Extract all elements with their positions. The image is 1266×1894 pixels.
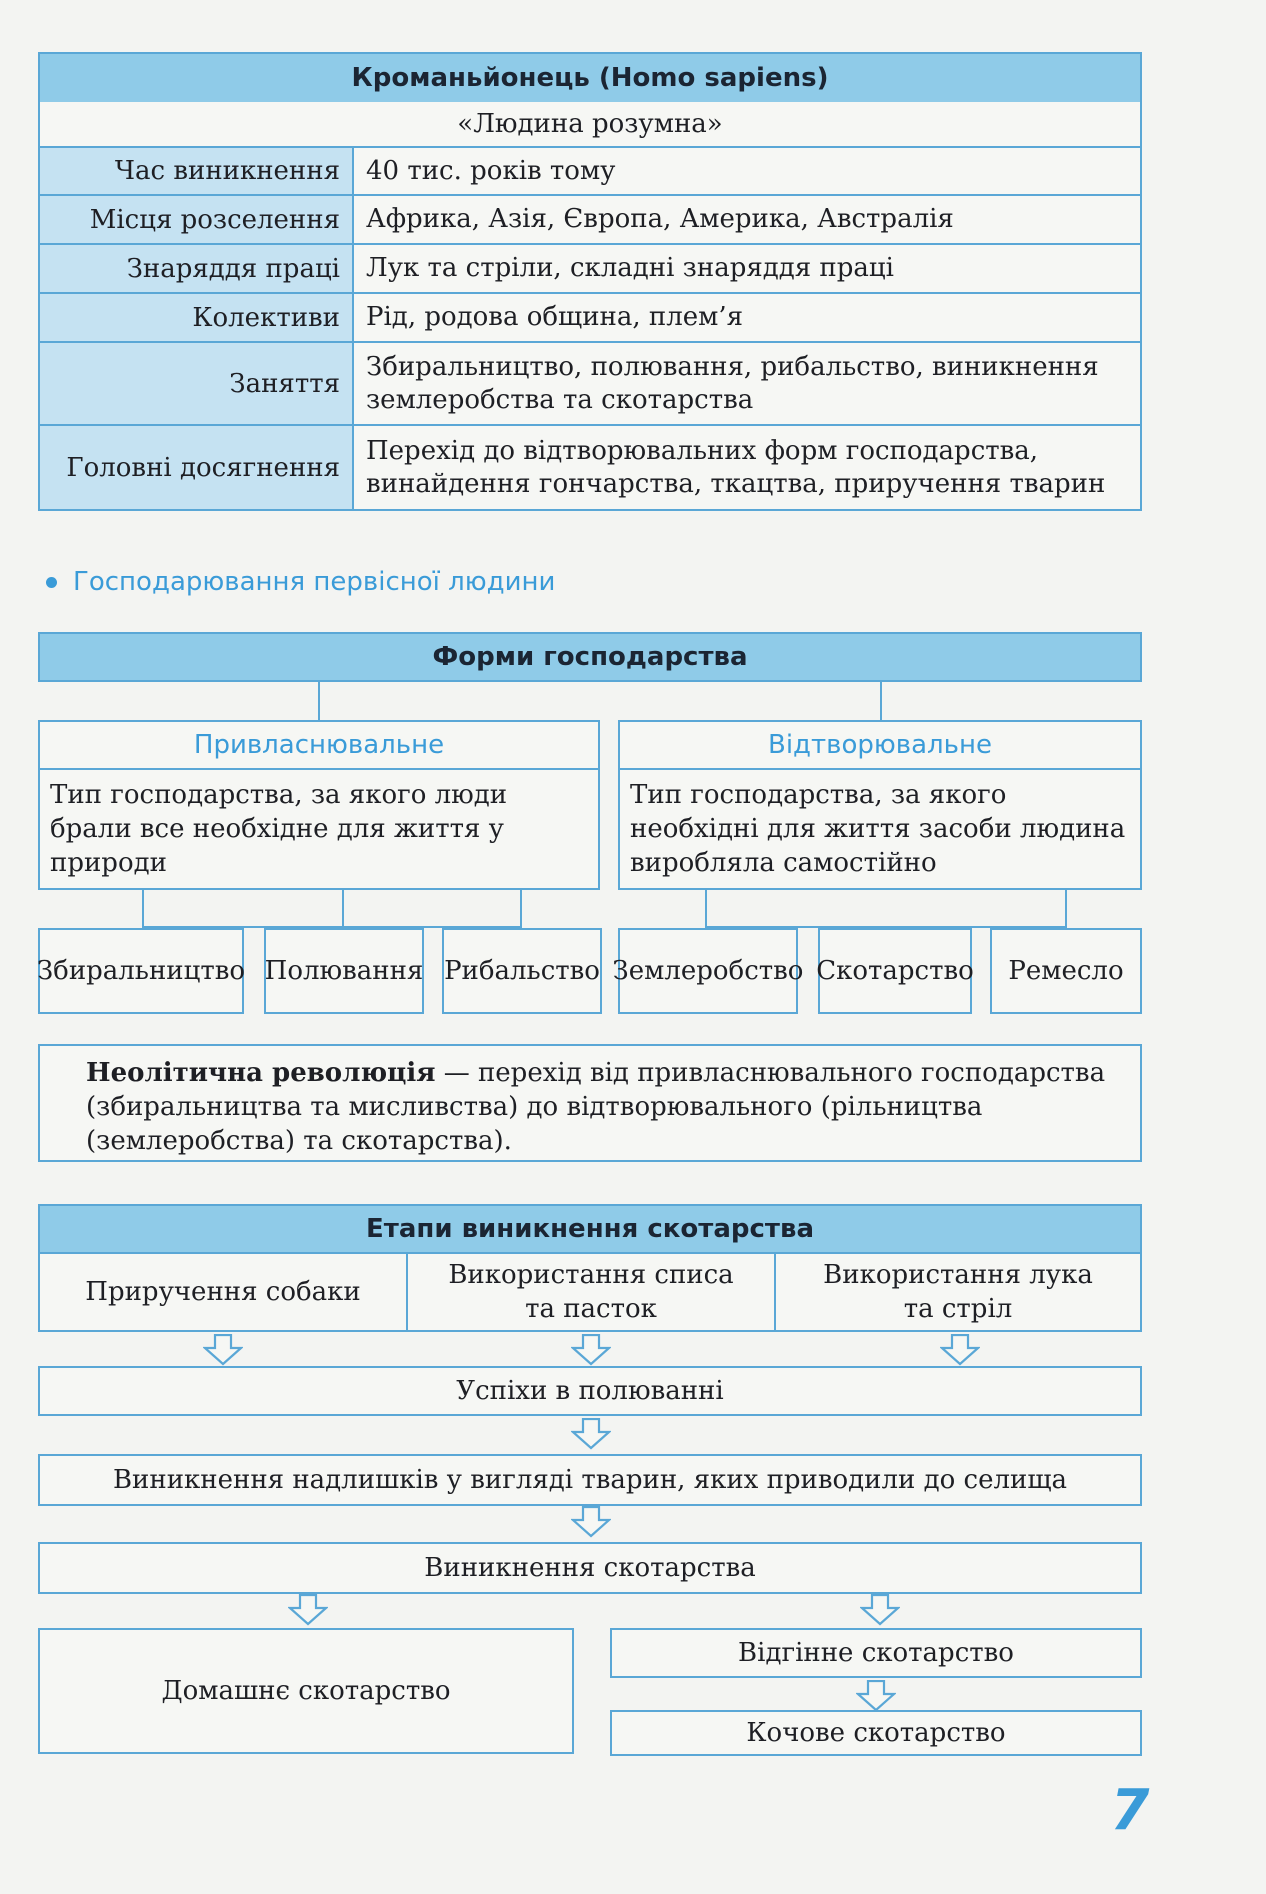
- form-name-right: Відтворювальне: [618, 720, 1142, 770]
- table-row: [38, 148, 1142, 196]
- stage-top: Використання списа та пасток: [406, 1252, 776, 1332]
- table-row: [38, 294, 1142, 343]
- stage-top: Приручення собаки: [38, 1252, 408, 1332]
- row-label: Головні досягнення: [38, 426, 352, 511]
- down-arrow-icon: [571, 1418, 611, 1450]
- row-label: Колективи: [38, 294, 352, 343]
- row-value: Лук та стріли, складні знаряддя праці: [352, 245, 1142, 294]
- table-row: [38, 343, 1142, 426]
- down-arrow-icon: [203, 1334, 243, 1366]
- stage-top: Використання лука та стріл: [774, 1252, 1142, 1332]
- forms-title: Форми господарства: [38, 632, 1142, 682]
- table-row: [38, 426, 1142, 511]
- stages-title: Етапи виникнення скотарства: [38, 1204, 1142, 1254]
- down-arrow-icon: [571, 1334, 611, 1366]
- form-item: Збиральництво: [38, 928, 244, 1014]
- stage-nomadic: Кочове скотарство: [610, 1710, 1142, 1756]
- stage-surplus: Виникнення надлишків у вигляді тварин, яких приводили до селища: [38, 1454, 1142, 1506]
- down-arrow-icon: [940, 1334, 980, 1366]
- down-arrow-icon: [856, 1680, 896, 1712]
- table-title: Кроманьйонець (Homo sapiens): [38, 52, 1142, 104]
- row-label: Заняття: [38, 343, 352, 426]
- row-value: 40 тис. років тому: [352, 148, 1142, 196]
- row-value: Перехід до відтворювальних форм господарства, винайдення гончарства, ткацтва, приручення тварин: [352, 426, 1142, 511]
- stage-emergence: Виникнення скотарства: [38, 1542, 1142, 1594]
- page-number: 7: [1110, 1778, 1150, 1843]
- section-heading: [46, 562, 555, 602]
- section-title: Господарювання первісної людини: [73, 567, 556, 597]
- row-value: Рід, родова община, плем’я: [352, 294, 1142, 343]
- row-label: Місця розселення: [38, 196, 352, 245]
- neolithic-text: — перехід від привласнювального господарства (збиральництва та мисливства) до відтворювального (рільництва (землеробства) та скотарства).: [86, 1058, 1106, 1156]
- bullet-icon: [46, 577, 57, 588]
- form-item: Скотарство: [818, 928, 972, 1014]
- down-arrow-icon: [288, 1594, 328, 1626]
- neolithic-definition: [38, 1044, 1142, 1162]
- form-item: Полювання: [264, 928, 424, 1014]
- form-desc-right: Тип господарства, за якого необхідні для життя засоби людина виробляла самостійно: [618, 768, 1142, 890]
- row-label: Час виникнення: [38, 148, 352, 196]
- table-row: [38, 196, 1142, 245]
- stage-success: Успіхи в полюванні: [38, 1366, 1142, 1416]
- stage-distant: Відгінне скотарство: [610, 1628, 1142, 1678]
- down-arrow-icon: [860, 1594, 900, 1626]
- form-item: Рибальство: [442, 928, 602, 1014]
- form-item: Землеробство: [618, 928, 798, 1014]
- row-label: Знаряддя праці: [38, 245, 352, 294]
- form-name-left: Привласнювальне: [38, 720, 600, 770]
- row-value: Збиральництво, полювання, рибальство, виникнення землеробства та скотарства: [352, 343, 1142, 426]
- row-value: Африка, Азія, Європа, Америка, Австралія: [352, 196, 1142, 245]
- table-row: [38, 245, 1142, 294]
- stage-domestic: Домашнє скотарство: [38, 1628, 574, 1754]
- neolithic-term: Неолітична революція: [86, 1058, 436, 1088]
- form-item: Ремесло: [990, 928, 1142, 1014]
- table-subtitle: «Людина розумна»: [38, 102, 1142, 148]
- down-arrow-icon: [571, 1506, 611, 1538]
- form-desc-left: Тип господарства, за якого люди брали все необхідне для життя у природи: [38, 768, 600, 890]
